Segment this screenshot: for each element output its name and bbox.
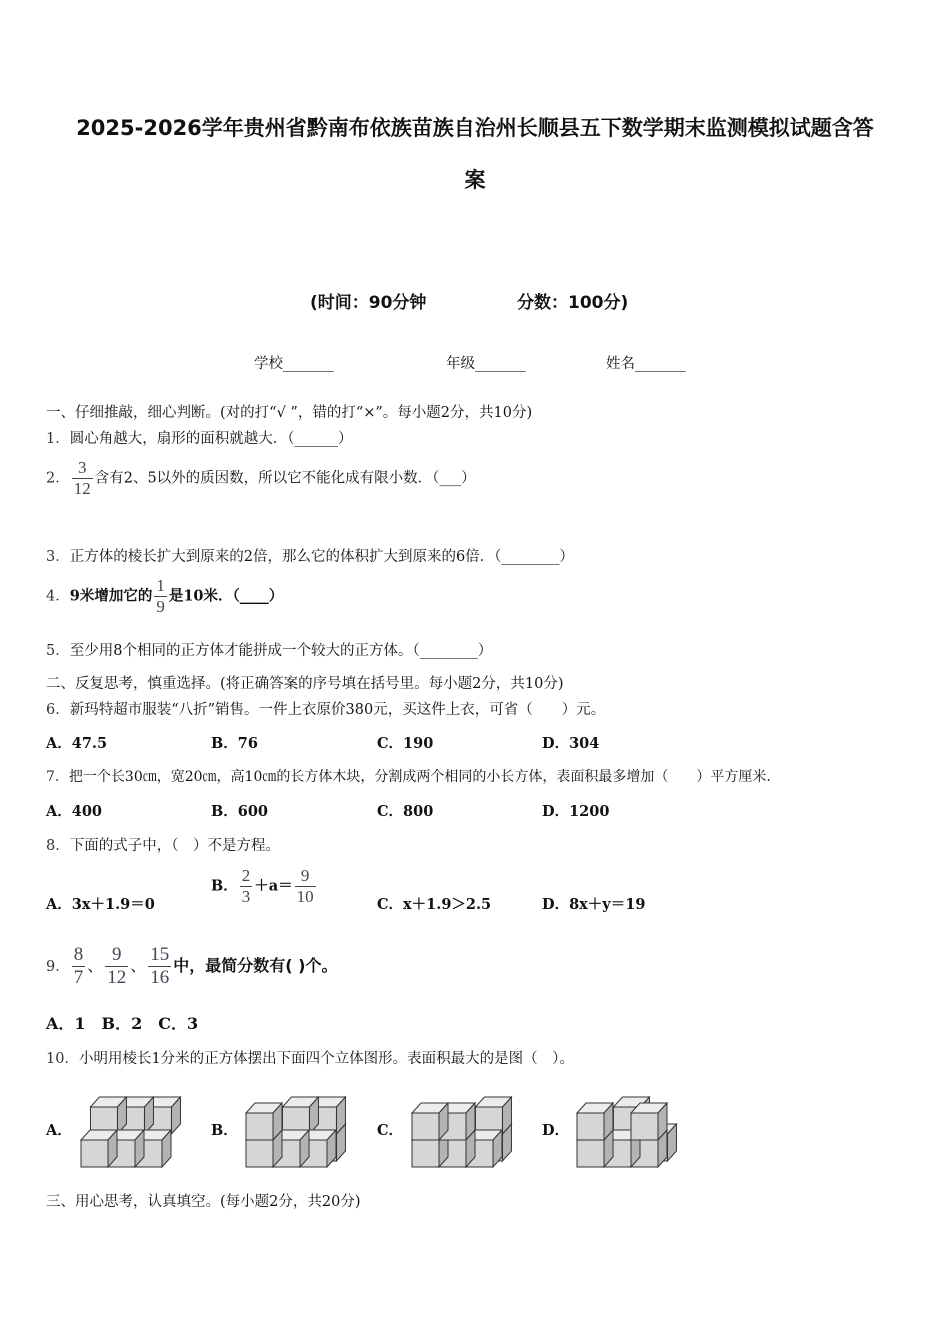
cube-face [246,1113,273,1140]
fraction-1-9: $\frac{1}{9}$ [156,576,165,616]
cube-figure-b[interactable] [241,1082,353,1172]
q10-option-c[interactable]: C． [377,1122,404,1139]
q8-option-c[interactable]: C．x＋1.9＞2.5 [377,896,492,913]
question-text: 正方体的棱长扩大到原来的2倍，那么它的体积扩大到原来的6倍．（________） [69,549,574,565]
question-text: 至少用8个相同的正方体才能拼成一个较大的正方体。（________） [69,643,493,659]
q8-option-b[interactable] [211,866,318,907]
cube-face [246,1140,273,1167]
q7-option-b[interactable]: B．600 [211,803,269,820]
cube-face [412,1113,439,1140]
q9-options[interactable]: A．1 B．2 C．3 [46,1014,199,1033]
document-title-line1: 2025-2026学年贵州省黔南布依族苗族自治州长顺县五下数学期末监测模拟试题含答 [76,116,874,140]
q7-option-a[interactable]: A．400 [46,803,103,820]
option-mid: ＋a＝ [254,877,293,895]
question-7 [46,766,771,786]
school-field[interactable]: 学校_______ [254,356,334,372]
section2-heading: 二、反复思考，慎重选择。(将正确答案的序号填在括号里。每小题2分，共10分) [46,676,564,692]
grade-field[interactable]: 年级_______ [446,356,526,372]
fraction-15-16: $\frac{15}{16}$ [150,944,170,988]
q6-option-b[interactable]: B．76 [211,735,258,752]
fraction-9-10: $\frac{9}{10}$ [296,866,314,906]
question-text: 下面的式子中，（ ）不是方程。 [69,838,280,854]
exam-time: (时间：90分钟 [310,293,427,313]
q6-option-a[interactable]: A．47.5 [46,735,108,752]
name-field[interactable]: 姓名_______ [606,356,686,372]
question-number: 2． [46,470,70,487]
cube-face [631,1113,658,1140]
cube-face [577,1113,604,1140]
question-text: 圆心角越大，扇形的面积就越大．（______） [69,431,353,447]
exam-score: 分数：100分) [517,293,629,313]
q8-option-a[interactable]: A．3x＋1.9＝0 [46,896,155,913]
question-4 [46,576,283,617]
question-number: 7． [46,769,69,785]
q6-option-c[interactable]: C．190 [377,735,434,752]
question-text: 把一个长30㎝，宽20㎝，高10㎝的长方体木块，分割成两个相同的小长方体，表面积最多增加（ ）平方厘米. [68,769,771,785]
question-10 [46,1047,574,1068]
cube-figure-a[interactable] [76,1082,188,1172]
question-8 [46,834,280,855]
question-1 [46,427,352,448]
separator: 、 [130,956,147,975]
fraction-3-12: $\frac{3}{12}$ [73,458,91,498]
section1-heading: 一、仔细推敲，细心判断。(对的打“√ ”，错的打“×”。每小题2分，共10分) [46,405,533,421]
question-text-pre: 9米增加它的 [69,587,153,605]
question-number: 1． [46,431,70,447]
question-number: 8． [46,838,70,854]
question-text: 中，最简分数有( )个。 [173,956,338,975]
fraction-2-3: $\frac{2}{3}$ [241,866,251,906]
question-3 [46,545,574,566]
cube-figure-c[interactable] [407,1082,519,1172]
question-number: 9． [46,959,70,975]
option-label: B． [211,877,238,895]
cube-figure-d[interactable] [572,1082,684,1172]
document-title-line2: 案 [464,168,486,192]
question-text: 含有2、5以外的质因数，所以它不能化成有限小数．（___） [94,470,476,487]
question-number: 5． [46,643,70,659]
question-2 [46,458,476,499]
fraction-8-7: $\frac{8}{7}$ [73,944,84,988]
q10-option-a[interactable]: A． [46,1122,72,1139]
question-number: 6． [46,702,70,718]
fraction-9-12: $\frac{9}{12}$ [107,944,127,988]
question-text: 小明用棱长1分米的正方体摆出下面四个立体图形。表面积最大的是图（ ）。 [78,1051,574,1067]
question-number: 4． [46,588,70,605]
question-number: 3． [46,549,70,565]
question-number: 10． [46,1051,79,1067]
question-5 [46,639,492,660]
question-9 [46,944,337,989]
cube-face [81,1140,108,1167]
cube-face [412,1140,439,1167]
q6-option-d[interactable]: D．304 [542,735,600,752]
cube-face [577,1140,604,1167]
q7-option-d[interactable]: D．1200 [542,803,610,820]
q10-option-b[interactable]: B． [211,1122,238,1139]
q7-option-c[interactable]: C．800 [377,803,434,820]
question-text-post: 是10米．（____） [168,587,284,605]
section3-heading: 三、用心思考，认真填空。(每小题2分，共20分) [46,1194,361,1210]
q10-option-d[interactable]: D． [542,1122,570,1139]
separator: 、 [87,956,104,975]
question-text: 新玛特超市服装“八折”销售。一件上衣原价380元，买这件上衣，可省（ ）元。 [69,702,606,718]
question-6 [46,698,605,719]
q8-option-d[interactable]: D．8x＋y＝19 [542,896,646,913]
